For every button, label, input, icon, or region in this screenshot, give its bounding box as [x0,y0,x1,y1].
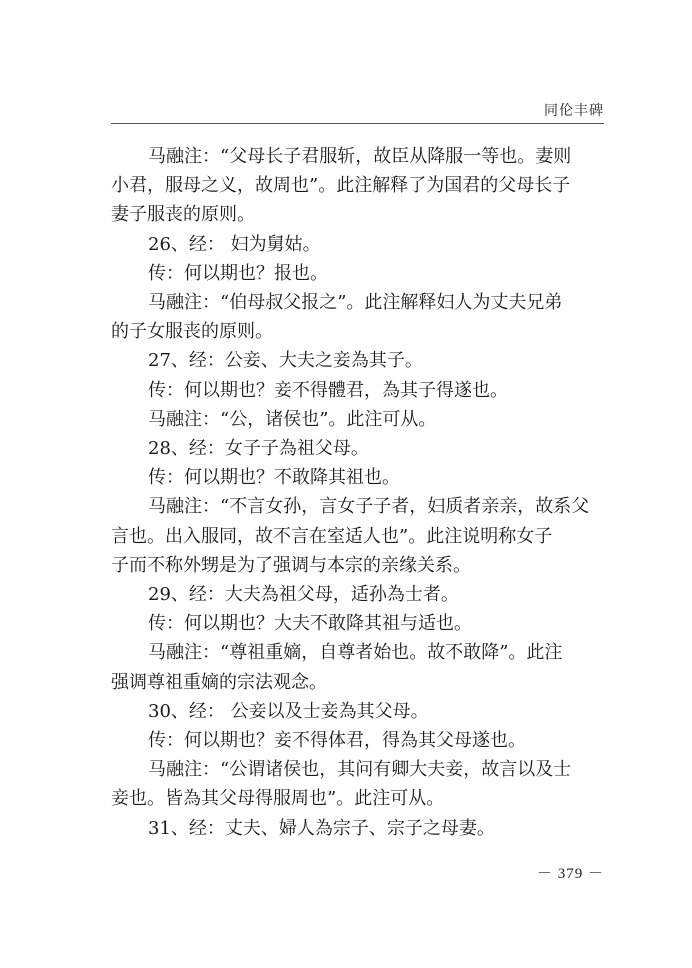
text-line: 小君，服母之义，故周也”。此注解释了为国君的父母长子 [111,175,571,197]
paragraph [111,346,605,375]
text-line: 强调尊祖重嫡的宗法观念。 [111,671,327,693]
text-line: 马融注：“父母长子君服斩，故臣从降服一等也。妻则 [148,146,572,167]
text-line: 传：何以期也？报也。 [148,262,328,284]
text-line: 的子女服丧的原则。 [111,321,273,343]
paragraph [111,726,605,755]
text-line: 26、经： 妇为舅姑。 [148,233,321,255]
paragraph [111,755,605,813]
paragraph [111,463,605,492]
paragraph [111,697,605,726]
text-line: 28、经：女子子為祖父母。 [148,438,369,460]
paragraph [111,609,605,638]
text-line: 29、经：大夫為祖父母，适孙為士者。 [148,584,459,606]
text-line: 马融注：“公谓诸侯也，其问有卿大夫妾，故言以及士 [148,759,572,781]
text-line: 马融注：“伯母叔父报之”。此注解释妇人为丈夫兄弟 [148,292,563,314]
paragraph [111,142,605,230]
text-line: 妻子服丧的原则。 [111,204,255,226]
text-line: 妾也。皆為其父母得服周也”。此注可从。 [111,788,445,810]
paragraph [111,405,605,434]
text-line: 言也。出入服同，故不言在室适人也”。此注说明称女子 [111,525,553,547]
text-line: 传：何以期也？大夫不敢降其祖与适也。 [148,613,472,635]
text-line: 传：何以期也？妾不得體君，為其子得遂也。 [148,379,508,401]
text-line: 27、经：公妾、大夫之妾為其子。 [148,350,423,372]
text-line: 马融注：“尊祖重嫡，自尊者始也。故不敢降”。此注 [148,642,563,664]
text-line: 马融注：“公，诸侯也”。此注可从。 [148,408,437,430]
text-line: 传：何以期也？妾不得体君，得為其父母遂也。 [148,730,526,752]
text-line: 30、经： 公妾以及士妾為其父母。 [148,700,429,722]
paragraph [111,814,605,843]
paragraph [111,580,605,609]
text-line: 传：何以期也？不敢降其祖也。 [148,467,400,489]
running-header: 同伦丰碑 [544,103,604,119]
paragraph [111,376,605,405]
text-line: 马融注：“不言女孙，言女子子者，妇质者亲亲，故系父 [148,496,590,518]
text-body [111,142,605,843]
paragraph [111,434,605,463]
paragraph [111,288,605,346]
header-rule [111,123,604,124]
text-line: 子而不称外甥是为了强调与本宗的亲缘关系。 [111,554,471,576]
paragraph [111,638,605,696]
paragraph [111,230,605,259]
paragraph [111,492,605,580]
page-number: － 379 － [536,866,604,882]
text-line: 31、经：丈夫、婦人為宗子、宗子之母妻。 [148,817,495,839]
paragraph [111,259,605,288]
